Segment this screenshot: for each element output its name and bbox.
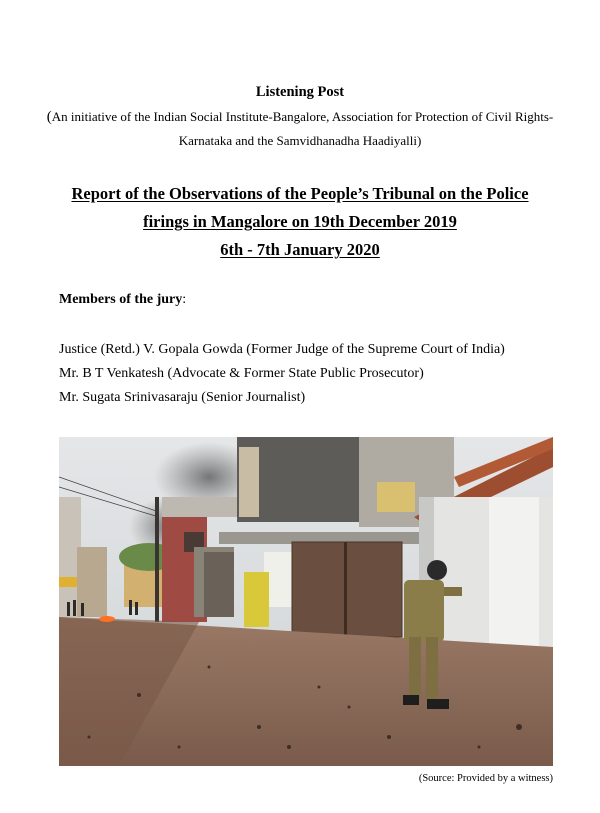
shutter-divider bbox=[344, 542, 347, 637]
building-roof bbox=[162, 497, 242, 517]
right-boot bbox=[427, 699, 449, 709]
helmet bbox=[427, 560, 447, 580]
jury-label-colon: : bbox=[182, 292, 187, 307]
arm bbox=[444, 587, 462, 596]
initiative-text-1: An initiative of the Indian Social Institute-Bangalore, Association for Protection of Civil Rights- bbox=[51, 109, 554, 124]
shop-shutter bbox=[204, 552, 234, 617]
jury-member: Mr. Sugata Srinivasaraju (Senior Journalist) bbox=[59, 390, 306, 405]
body-armor bbox=[404, 580, 444, 642]
faded-sign bbox=[377, 482, 415, 512]
initiative-line-2: Karnataka and the Samvidhanadha Haadiyalli) bbox=[178, 133, 422, 148]
initiative-open-paren: ( bbox=[46, 109, 52, 125]
street-scene-illustration bbox=[59, 437, 553, 766]
initiative-line-1 bbox=[0, 109, 600, 126]
jury-heading bbox=[59, 292, 186, 308]
yellow-wall bbox=[244, 572, 269, 627]
listening-post-title: Listening Post bbox=[255, 84, 345, 100]
report-title-line-1: Report of the Observations of the People’s Tribunal on the Police bbox=[71, 184, 529, 203]
building-wall-light bbox=[239, 447, 259, 517]
shop-sign bbox=[59, 577, 77, 587]
left-boot bbox=[403, 695, 419, 705]
fire bbox=[99, 616, 115, 622]
right-leg bbox=[426, 637, 438, 702]
street-photo bbox=[59, 437, 553, 766]
jury-member: Justice (Retd.) V. Gopala Gowda (Former Judge of the Supreme Court of India) bbox=[59, 342, 505, 357]
report-dates: 6th - 7th January 2020 bbox=[220, 240, 380, 259]
jury-label: Members of the jury bbox=[59, 292, 183, 307]
report-title-line-2: firings in Mangalore on 19th December 2019 bbox=[143, 212, 457, 231]
photo-caption: (Source: Provided by a witness) bbox=[418, 773, 553, 784]
left-leg bbox=[409, 637, 421, 699]
jury-member: Mr. B T Venkatesh (Advocate & Former State Public Prosecutor) bbox=[59, 366, 424, 381]
